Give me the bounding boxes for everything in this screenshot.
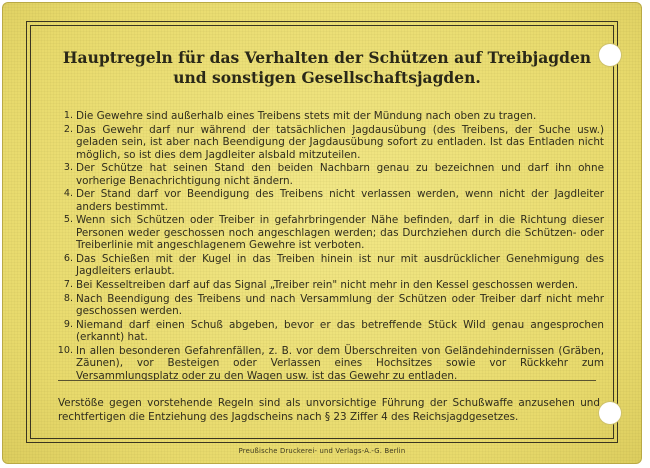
rule-text: Wenn sich Schützen oder Treiber in gefahrbringender Nähe befinden, darf in die Richtung dieser Personen weder geschossen noch angeschlagen werden; das Durchziehen durch die Schützen- oder Treiberlinie mit angeschlagenem Gewehre ist verboten. xyxy=(76,214,604,252)
rule-item xyxy=(60,293,604,318)
rule-item xyxy=(60,279,604,292)
rule-number: 8. xyxy=(63,292,73,304)
rule-number: 1. xyxy=(63,110,73,121)
rule-item xyxy=(60,124,604,162)
rule-item xyxy=(60,253,604,278)
rule-text: Bei Kesseltreiben darf auf das Signal „Treiber rein" nicht mehr in den Kessel geschossen werden. xyxy=(76,279,579,292)
rule-item xyxy=(60,188,604,213)
punch-hole-bottom xyxy=(599,402,621,424)
rule-item xyxy=(60,110,604,123)
printer-imprint: Preußische Druckerei- und Verlags-A.-G. Berlin xyxy=(238,447,406,455)
rule-text: In allen besonderen Gefahrenfällen, z. B. vor dem Überschreiten von Geländehindernissen (Gräben, Zäunen), vor Besteigen oder Verlassen eines Hochsitzes sowie vor Rückkehr zum Versammlungsplatz oder zu den Wagen usw. ist das Gewehr zu entladen. xyxy=(76,344,604,382)
rule-text: Die Gewehre sind außerhalb eines Treibens stets mit der Mündung nach oben zu tragen. xyxy=(76,110,537,122)
rules-list xyxy=(57,110,604,383)
rule-item xyxy=(57,344,604,383)
rule-text: Niemand darf einen Schuß abgeben, bevor er das betreffende Stück Wild genau angesprochen (erkannt) hat. xyxy=(76,318,604,344)
footer-note: Verstöße gegen vorstehende Regeln sind als unvorsichtige Führung der Schußwaffe anzusehen und rechtfertigen die Entziehung des Jagdscheins nach § 23 Ziffer 4 des Reichsjagdgesetzes. xyxy=(58,397,600,423)
rule-text: Der Schütze hat seinen Stand den beiden Nachbarn genau zu bezeichnen und darf ihn ohne vorherige Benachrichtigung nicht ändern. xyxy=(76,162,604,187)
section-divider xyxy=(58,380,596,381)
rule-number: 9. xyxy=(63,318,73,330)
rule-number: 3. xyxy=(63,162,73,174)
rule-number: 2. xyxy=(63,123,73,135)
rule-text: Nach Beendigung des Treibens und nach Versammlung der Schützen oder Treiber darf nicht mehr geschossen werden. xyxy=(76,292,604,318)
title-line-2: und sonstigen Gesellschaftsjagden. xyxy=(173,68,481,87)
rule-text: Das Schießen mit der Kugel in das Treiben hinein ist nur mit ausdrücklicher Genehmigung des Jagdleiters erlaubt. xyxy=(76,252,604,278)
rule-item xyxy=(60,162,604,187)
rule-number: 5. xyxy=(63,214,73,226)
rule-number: 6. xyxy=(63,252,73,264)
rule-number: 10. xyxy=(57,344,73,356)
rule-item xyxy=(60,214,604,252)
rule-item xyxy=(60,319,604,344)
punch-hole-top xyxy=(599,44,621,66)
rule-text: Das Gewehr darf nur während der tatsächlichen Jagdausübung (des Treibens, der Suche usw.) geladen sein, ist aber nach Beendigung der Jagdausübung sofort zu entladen. Ist das Entladen nicht möglich, so ist dies dem Jagdleiter alsbald mitzuteilen. xyxy=(76,123,604,161)
rule-text: Der Stand darf vor Beendigung des Treibens nicht verlassen werden, wenn nicht der Jagdleiter anders bestimmt. xyxy=(76,188,604,213)
rule-number: 7. xyxy=(63,279,73,291)
title-line-1: Hauptregeln für das Verhalten der Schützen auf Treibjagden xyxy=(62,48,592,67)
hunting-rules-card xyxy=(2,2,642,464)
document-title xyxy=(32,48,622,88)
rule-number: 4. xyxy=(63,188,73,200)
